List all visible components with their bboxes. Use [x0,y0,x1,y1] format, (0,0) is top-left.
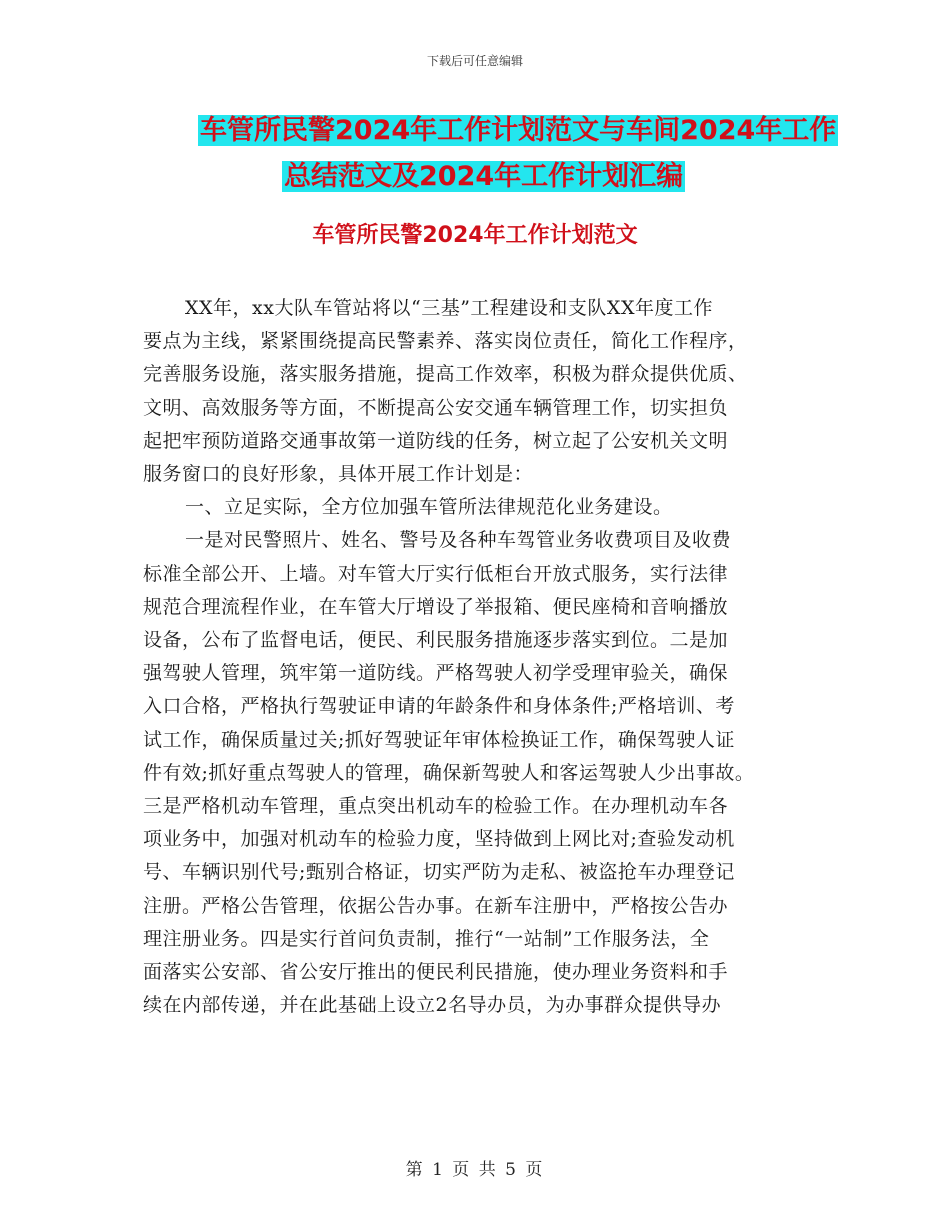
title-line-1: 车管所民警2024年工作计划范文与车间2024年工作 [200,115,837,146]
text-line: XX年，xx大队车管站将以“三基”工程建设和支队XX年度工作 [185,297,713,319]
text-line: 规范合理流程作业，在车管大厅增设了举报箱、便民座椅和音响播放 [143,595,729,618]
paragraph-intro [143,292,823,491]
text-line: 强驾驶人管理，筑牢第一道防线。严格驾驶人初学受理审验关，确保 [143,662,729,685]
text-line: 试工作，确保质量过关;抓好驾驶证年审体检换证工作，确保驾驶人证 [143,728,735,751]
text-line: 注册。严格公告管理，依据公告办事。在新车注册中，严格按公告办 [143,894,729,917]
page-number-footer: 第 1 页 共 5 页 [405,1160,545,1180]
text-line: 标准全部公开、上墙。对车管大厅实行低柜台开放式服务，实行法律 [143,562,729,585]
text-line: 件有效;抓好重点驾驶人的管理，确保新驾驶人和客运驾驶人少出事故。 [143,761,755,784]
text-line: 完善服务设施，落实服务措施，提高工作效率，积极为群众提供优质、 [143,363,748,386]
text-line: 续在内部传递，并在此基础上设立2名导办员，为办事群众提供导办 [143,994,722,1017]
text-line: 起把牢预防道路交通事故第一道防线的任务，树立起了公安机关文明 [143,429,729,452]
text-line: 理注册业务。四是实行首问负责制，推行“一站制”工作服务法，全 [143,927,710,950]
text-line: 一、立足实际，全方位加强车管所法律规范化业务建设。 [185,496,673,519]
text-line: 要点为主线，紧紧围绕提高民警素养、落实岗位责任，简化工作程序， [143,330,748,353]
title-line-2: 总结范文及2024年工作计划汇编 [284,161,684,192]
text-line: 三是严格机动车管理，重点突出机动车的检验工作。在办理机动车各 [143,795,729,818]
text-line: 一是对民警照片、姓名、警号及各种车驾管业务收费项目及收费 [185,529,732,552]
text-line: 项业务中，加强对机动车的检验力度，坚持做到上网比对;查验发动机 [143,828,735,851]
section-title: 车管所民警2024年工作计划范文 [312,223,638,248]
text-line: 入口合格，严格执行驾驶证申请的年龄条件和身体条件;严格培训、考 [143,695,735,718]
document-title [150,108,850,200]
paragraph-details [143,524,823,1022]
text-line: 面落实公安部、省公安厅推出的便民利民措施，使办理业务资料和手 [143,961,729,984]
paragraph-heading [143,491,823,524]
text-line: 文明、高效服务等方面，不断提高公安交通车辆管理工作，切实担负 [143,396,729,419]
text-line: 号、车辆识别代号;甄别合格证，切实严防为走私、被盗抢车办理登记 [143,861,735,884]
text-line: 服务窗口的良好形象，具体开展工作计划是： [143,463,534,486]
header-note: 下载后可任意编辑 [426,54,523,68]
document-body [143,292,823,1022]
text-line: 设备，公布了监督电话，便民、利民服务措施逐步落实到位。二是加 [143,629,729,652]
